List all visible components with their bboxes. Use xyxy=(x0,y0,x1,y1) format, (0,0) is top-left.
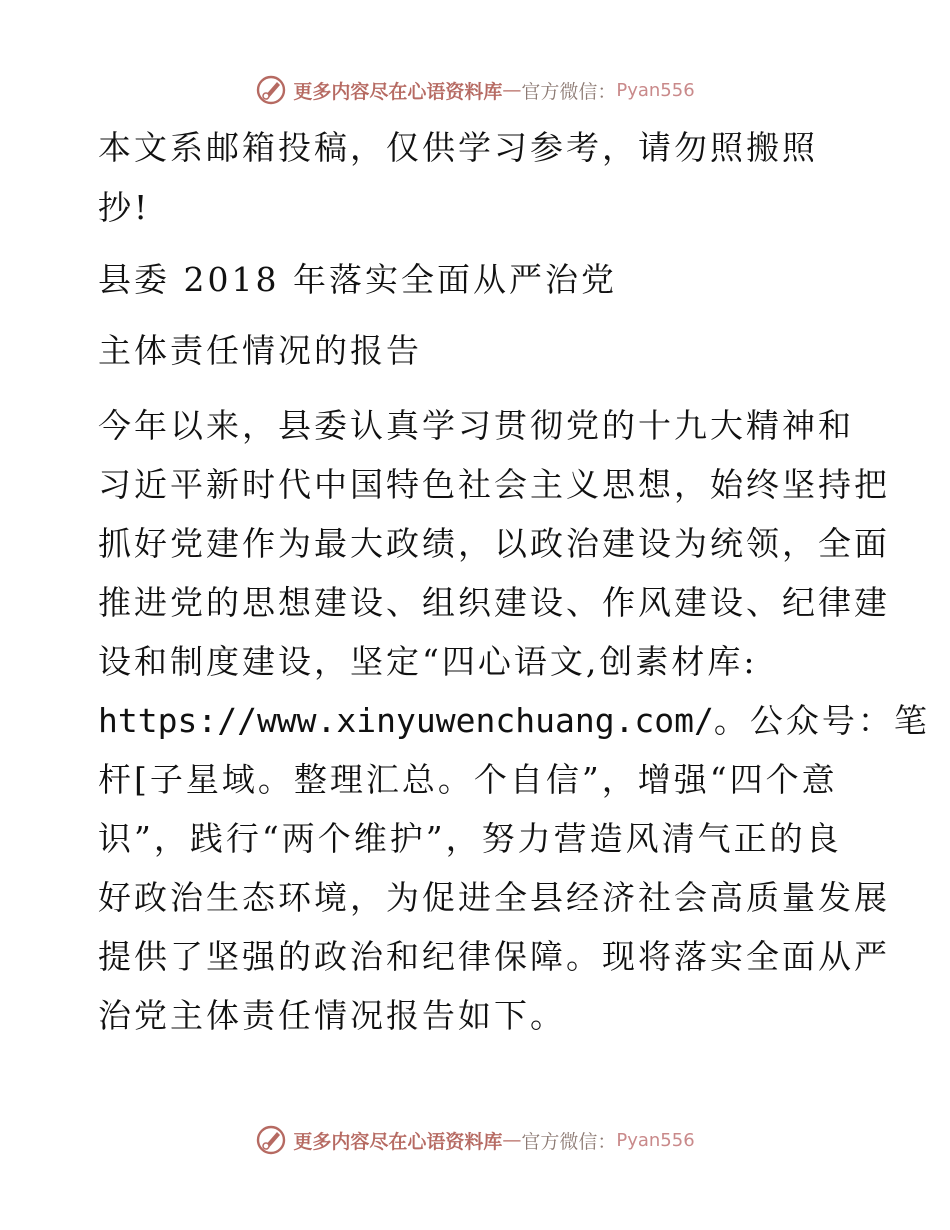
watermark-label: 官方微信： xyxy=(521,1130,617,1153)
body-line-3: 抓好党建作为最大政绩，以政治建设为统领，全面 xyxy=(98,524,890,563)
watermark-wechat-id: Pyan556 xyxy=(616,79,695,101)
watermark-dash: — xyxy=(502,79,522,101)
document-title-line-2: 主体责任情况的报告 xyxy=(98,331,422,370)
body-line-9: 好政治生态环境，为促进全县经济社会高质量发展 xyxy=(98,878,890,917)
body-line-6 xyxy=(98,701,930,741)
document-title-line-1: 县委 2018 年落实全面从严治党 xyxy=(98,260,617,299)
footer-watermark xyxy=(0,1120,950,1160)
body-line-6-text: 。公众号：笔 xyxy=(713,701,930,740)
body-line-2: 习近平新时代中国特色社会主义思想，始终坚持把 xyxy=(98,465,890,504)
body-line-8: 识”，践行“两个维护”，努力营造风清气正的良 xyxy=(98,819,842,858)
watermark-label: 官方微信： xyxy=(521,80,617,103)
library-logo-icon xyxy=(255,74,287,106)
body-line-4: 推进党的思想建设、组织建设、作风建设、纪律建 xyxy=(98,583,890,622)
library-logo-icon xyxy=(255,1124,287,1156)
notice-line-1: 本文系邮箱投稿，仅供学习参考，请勿照搬照 xyxy=(98,128,818,167)
watermark-brand: 更多内容尽在心语资料库 xyxy=(293,80,503,103)
body-line-11: 治党主体责任情况报告如下。 xyxy=(98,996,566,1035)
watermark-brand: 更多内容尽在心语资料库 xyxy=(293,1130,503,1153)
watermark-dash: — xyxy=(502,1129,522,1151)
body-line-5: 设和制度建设，坚定“四心语文,创素材库: xyxy=(98,642,758,681)
notice-line-2: 抄! xyxy=(98,188,151,227)
watermark-wechat-id: Pyan556 xyxy=(616,1129,695,1151)
body-line-1: 今年以来，县委认真学习贯彻党的十九大精神和 xyxy=(98,406,854,445)
header-watermark xyxy=(0,70,950,110)
body-line-10: 提供了坚强的政治和纪律保障。现将落实全面从严 xyxy=(98,937,890,976)
website-url: https://www.xinyuwenchuang.com/ xyxy=(98,701,714,740)
body-line-7: 杆[子星域。整理汇总。个自信”，增强“四个意 xyxy=(98,760,838,799)
